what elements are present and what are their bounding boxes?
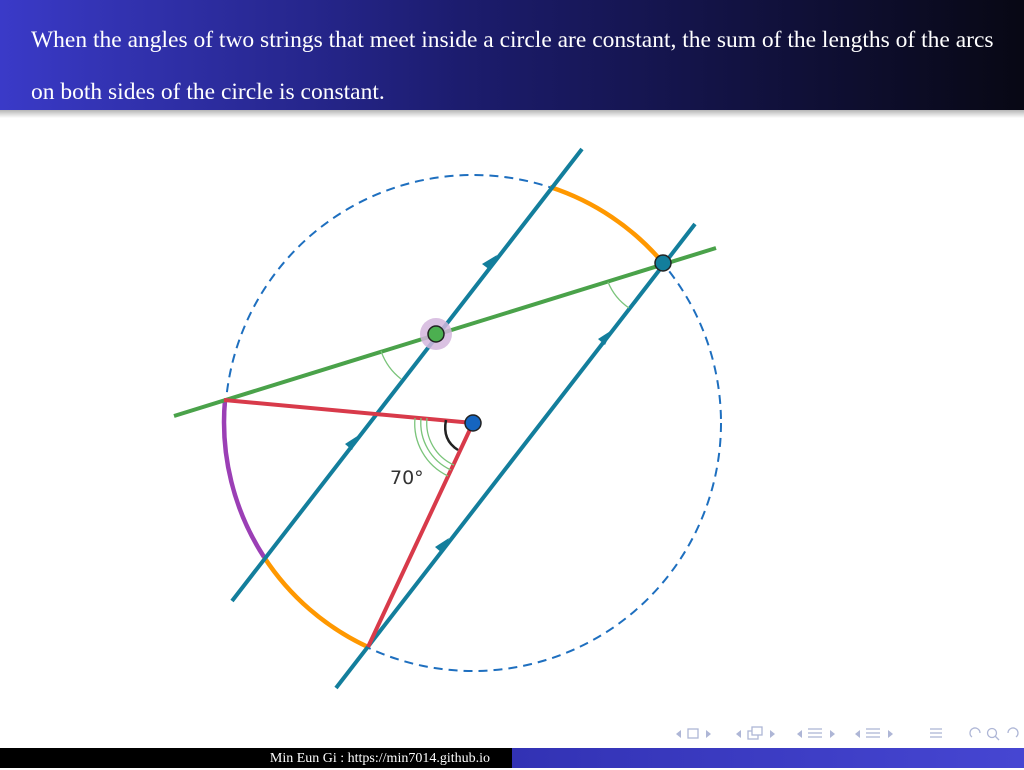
moving-point[interactable]	[428, 326, 444, 342]
toc-icon[interactable]	[930, 729, 942, 737]
parallel-line-left	[232, 149, 582, 601]
orange-arc-top	[550, 187, 663, 263]
slide-title: When the angles of two strings that meet inside a circle are constant, the sum of the lengths of the arcs on both sides of the circle is constant.	[31, 27, 994, 105]
footer-right	[512, 748, 1024, 768]
radius-bottom	[368, 423, 473, 647]
parallel-line-right	[336, 224, 695, 688]
radius-left	[224, 400, 473, 423]
footer-credit: Min Eun Gi : https://min7014.github.io	[269, 751, 490, 766]
frame-nav-icon[interactable]	[736, 727, 775, 739]
footer-left	[0, 748, 512, 768]
section-nav-icon[interactable]	[855, 729, 893, 738]
geometry-diagram	[0, 118, 1024, 724]
angle-mark	[381, 351, 401, 379]
orange-arc-bottom	[264, 557, 368, 647]
line-arrow	[598, 330, 612, 345]
angle-indicator	[445, 420, 458, 450]
angle-label: 70°	[390, 467, 424, 489]
subsection-nav-icon[interactable]	[797, 729, 835, 738]
search-icon[interactable]	[970, 728, 1018, 740]
angle-mark	[608, 282, 629, 308]
intersection-point[interactable]	[655, 255, 671, 271]
purple-arc	[224, 400, 264, 557]
navigation-bar	[668, 724, 1024, 744]
slide-nav-icon[interactable]	[676, 729, 711, 738]
center-point[interactable]	[465, 415, 481, 431]
